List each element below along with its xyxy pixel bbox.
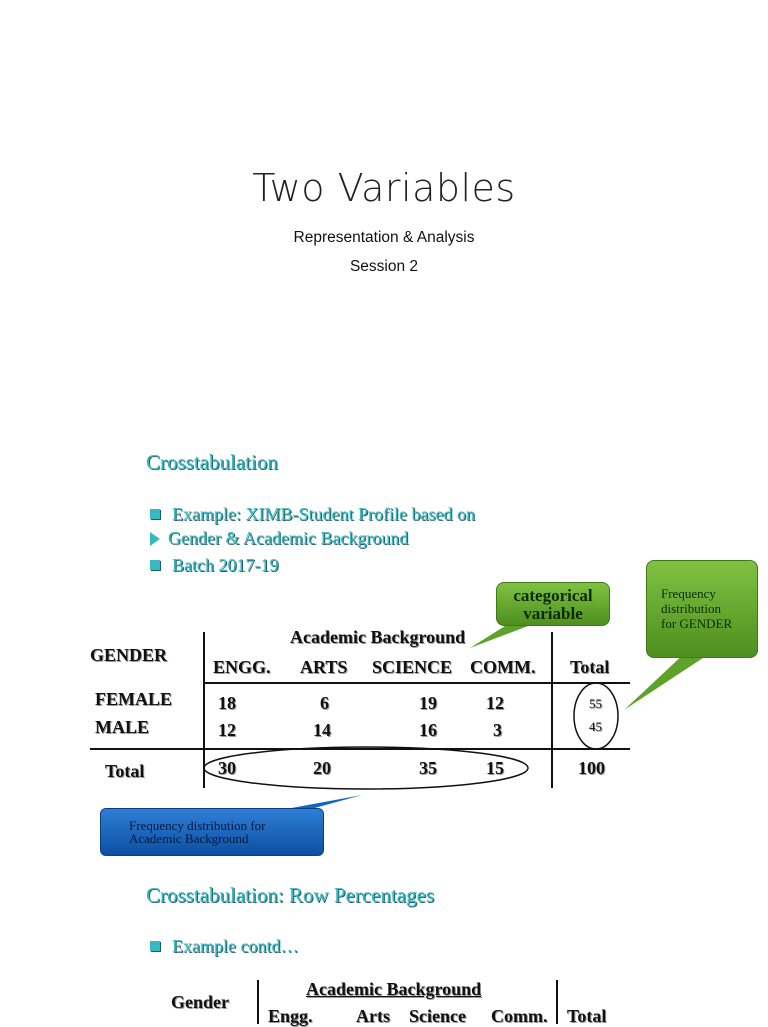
- column-header: Total: [567, 1006, 607, 1026]
- table-cell: 6: [320, 693, 329, 713]
- total-row-ellipse: [204, 747, 528, 789]
- table-cell: 30: [218, 758, 236, 778]
- square-bullet-icon: [150, 941, 160, 951]
- bullet-item: Gender & Academic Background: [150, 528, 408, 549]
- row-label: Total: [105, 761, 145, 781]
- column-header: Engg.: [268, 1006, 313, 1026]
- column-header: Science: [409, 1006, 466, 1026]
- column-header: Total: [570, 657, 610, 677]
- table-cell: 20: [313, 758, 331, 778]
- table-rule: [90, 748, 630, 750]
- row-label: FEMALE: [95, 689, 173, 709]
- table-cell: 3: [493, 720, 502, 740]
- column-header: ARTS: [300, 657, 348, 677]
- column-header: Comm.: [491, 1006, 548, 1026]
- table-cell: 100: [578, 758, 605, 778]
- slide-subtitle: Representation & Analysis: [293, 229, 475, 246]
- group-header: Academic Background: [290, 627, 466, 647]
- gender-frequency-callout: Frequency distribution for GENDER: [646, 560, 758, 658]
- table-cell: 12: [486, 693, 504, 713]
- gender-pointer: [624, 652, 712, 710]
- bullet-item: Example: XIMB-Student Profile based on: [150, 504, 475, 525]
- academic-frequency-callout: Frequency distribution for Academic Background: [100, 808, 324, 856]
- column-header: SCIENCE: [372, 657, 453, 677]
- session-label: Session 2: [349, 258, 419, 275]
- column-header: COMM.: [470, 657, 536, 677]
- table-divider: [556, 980, 558, 1024]
- crosstab-heading: Crosstabulation: [146, 450, 278, 474]
- table-cell: 35: [419, 758, 437, 778]
- row-header: Gender: [171, 992, 229, 1012]
- table-cell: 12: [218, 720, 236, 740]
- categorical-variable-callout: categorical variable: [496, 582, 610, 626]
- slide-title: Two Variables: [252, 166, 516, 210]
- table-cell: 19: [419, 693, 437, 713]
- column-header: ENGG.: [213, 657, 271, 677]
- row-label: MALE: [95, 717, 149, 737]
- table-cell: 15: [486, 758, 504, 778]
- table-cell: 16: [419, 720, 437, 740]
- categorical-pointer: [470, 626, 528, 648]
- group-header: Academic Background: [306, 979, 482, 999]
- table-cell: 14: [313, 720, 331, 740]
- table-divider: [551, 632, 553, 788]
- bullet-item: Batch 2017-19: [150, 555, 278, 576]
- table-rule: [203, 682, 630, 684]
- row-header: GENDER: [90, 645, 168, 665]
- bullet-item: Example contd…: [150, 936, 298, 957]
- table-cell: 55: [589, 696, 602, 711]
- total-column-ellipse: [574, 683, 618, 749]
- table-divider: [257, 980, 259, 1024]
- row-percentages-heading: Crosstabulation: Row Percentages: [146, 883, 435, 907]
- table-cell: 45: [589, 719, 602, 734]
- table-cell: 18: [218, 693, 236, 713]
- table-divider: [203, 632, 205, 788]
- column-header: Arts: [356, 1006, 390, 1026]
